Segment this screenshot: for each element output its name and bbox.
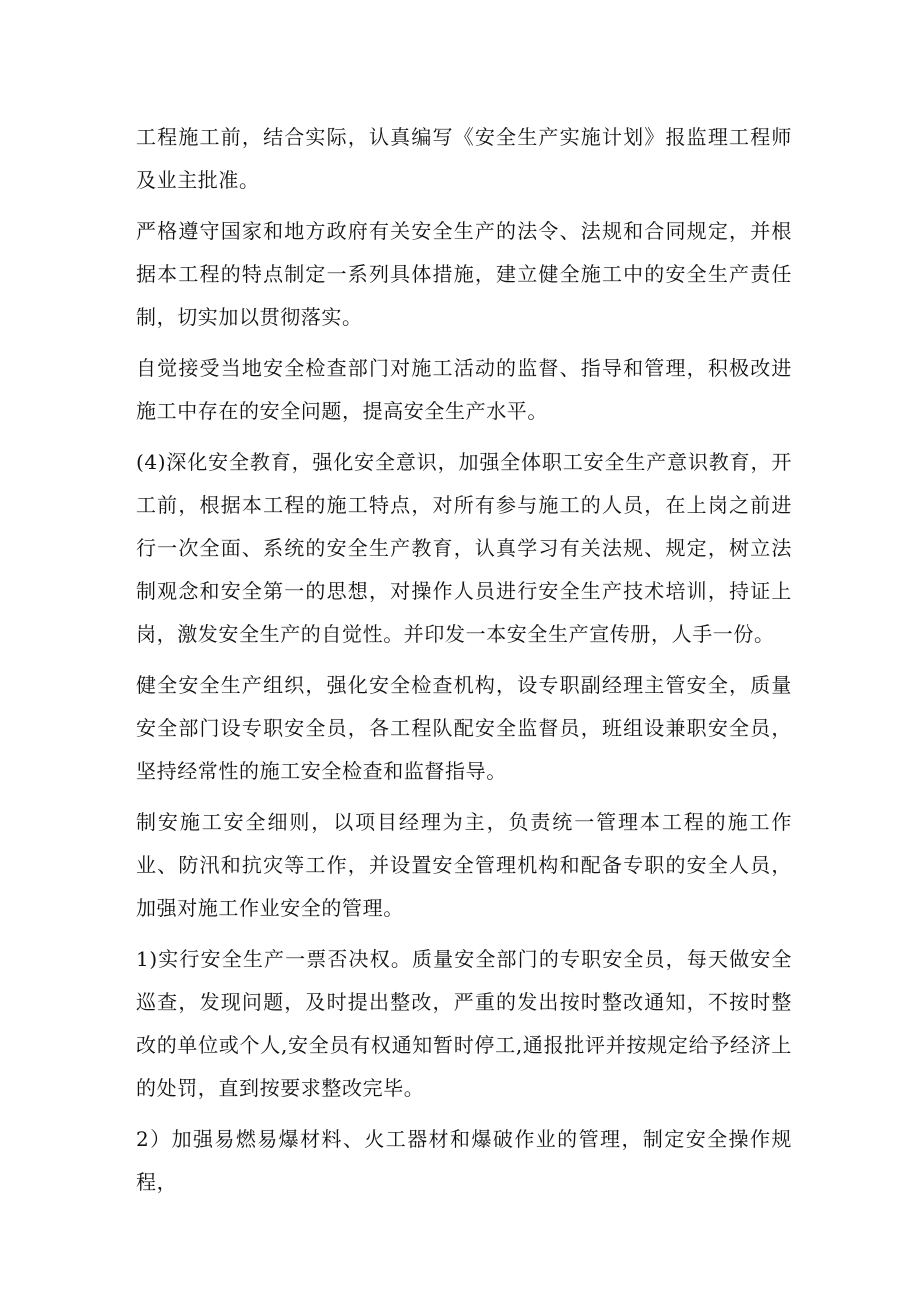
paragraph-1: 工程施工前，结合实际，认真编写《安全生产实施计划》报监理工程师及业主批准。 [136, 125, 792, 192]
paragraph-3: 自觉接受当地安全检查部门对施工活动的监督、指导和管理，积极改进施工中存在的安全问题，提高安全生产水平。 [136, 356, 792, 423]
paragraph-5: 健全安全生产组织，强化安全检查机构，设专职副经理主管安全，质量安全部门设专职安全员，各工程队配安全监督员，班组设兼职安全员，坚持经常性的施工安全检查和监督指导。 [136, 673, 792, 783]
paragraph-2: 严格遵守国家和地方政府有关安全生产的法令、法规和合同规定，并根据本工程的特点制定一系列具体措施，建立健全施工中的安全生产责任制，切实加以贯彻落实。 [136, 219, 792, 329]
paragraph-7: 1)实行安全生产一票否决权。质量安全部门的专职安全员，每天做安全巡查，发现问题，及时提出整改，严重的发出按时整改通知，不按时整改的单位或个人,安全员有权通知暂时停工,通报批评并按规定给予经济上的处罚，直到按要求整改完毕。 [136, 947, 792, 1100]
document-body [136, 116, 792, 1212]
paragraph-6: 制安施工安全细则，以项目经理为主，负责统一管理本工程的施工作业、防汛和抗灾等工作，并设置安全管理机构和配备专职的安全人员，加强对施工作业安全的管理。 [136, 810, 792, 920]
paragraph-4: (4)深化安全教育，强化安全意识，加强全体职工安全生产意识教育，开工前，根据本工程的施工特点，对所有参与施工的人员，在上岗之前进行一次全面、系统的安全生产教育，认真学习有关法规、规定，树立法制观念和安全第一的思想，对操作人员进行安全生产技术培训，持证上岗，激发安全生产的自觉性。并印发一本安全生产宣传册，人手一份。 [136, 450, 792, 646]
paragraph-8: 2）加强易燃易爆材料、火工器材和爆破作业的管理，制定安全操作规程， [136, 1127, 792, 1194]
